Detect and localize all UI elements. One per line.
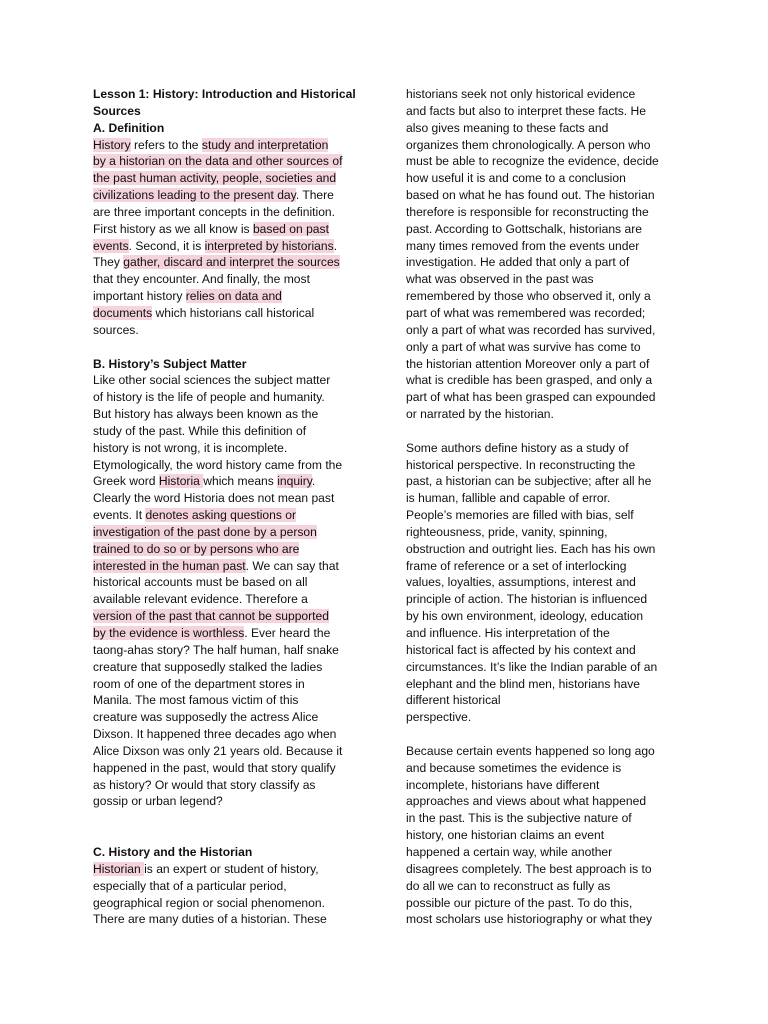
text-segment: also gives meaning to these facts and	[406, 120, 609, 135]
text-line	[406, 339, 684, 356]
text-segment: possible our picture of the past. To do this,	[406, 895, 633, 910]
text-segment: Like other social sciences the subject matter	[93, 373, 331, 388]
text-segment: They	[93, 255, 124, 270]
text-segment: do all we can to reconstruct as fully as	[406, 878, 611, 893]
text-line	[406, 827, 684, 844]
text-segment: many times removed from the events under	[406, 238, 640, 253]
text-segment: investigation. He added that only a part of	[406, 255, 630, 270]
text-segment: disagrees completely. The best approach is to	[406, 861, 652, 876]
text-line	[93, 305, 367, 322]
text-line	[406, 204, 684, 221]
text-segment: obstruction and outright lies. Each has his own	[406, 541, 656, 556]
text-line	[406, 120, 684, 137]
text-line	[406, 625, 684, 642]
text-line	[406, 372, 684, 389]
text-line	[406, 793, 684, 810]
text-line	[93, 288, 367, 305]
text-segment: C. History and the Historian	[93, 844, 253, 859]
text-line	[93, 423, 367, 440]
highlighted-text: gather, discard and interpret the sources	[123, 255, 340, 270]
text-line	[406, 322, 684, 339]
section-heading	[93, 356, 367, 373]
text-line	[406, 878, 684, 895]
text-line	[93, 895, 367, 912]
section-heading	[93, 120, 367, 137]
highlighted-text: version of the past that cannot be supported	[93, 609, 329, 624]
text-line	[406, 659, 684, 676]
text-line	[93, 406, 367, 423]
text-line	[93, 137, 367, 154]
highlighted-text: civilizations leading to the present day	[93, 188, 296, 203]
text-segment: geographical region or social phenomenon.	[93, 895, 325, 910]
text-line	[406, 187, 684, 204]
text-segment: and because sometimes the evidence is	[406, 760, 622, 775]
text-segment: . There	[295, 188, 334, 203]
text-line	[93, 591, 367, 608]
text-segment: or narrated by the historian.	[406, 407, 554, 422]
text-line	[406, 137, 684, 154]
text-line	[406, 288, 684, 305]
text-segment: what was observed in the past was	[406, 272, 594, 287]
text-segment: is an expert or student of history,	[144, 861, 319, 876]
text-line	[93, 709, 367, 726]
text-line	[406, 406, 684, 423]
text-segment: past. According to Gottschalk, historians are	[406, 221, 642, 236]
text-line	[93, 574, 367, 591]
text-segment: based on what he has found out. The historian	[406, 188, 655, 203]
text-segment: events. It	[93, 508, 146, 523]
text-line	[93, 389, 367, 406]
text-segment: and facts but also to interpret these facts. He	[406, 103, 646, 118]
text-segment: creature was supposedly the actress Alice	[93, 710, 319, 725]
text-line	[93, 760, 367, 777]
text-segment: historical fact is affected by his context and	[406, 642, 636, 657]
text-segment: different historical	[406, 693, 501, 708]
text-line	[93, 490, 367, 507]
text-segment: study of the past. While this definition of	[93, 423, 307, 438]
text-segment: as history? Or would that story classify as	[93, 777, 316, 792]
text-line	[93, 187, 367, 204]
text-segment: Because certain events happened so long ago	[406, 743, 655, 758]
section-heading	[93, 86, 367, 103]
text-line	[93, 911, 367, 928]
text-line	[406, 524, 684, 541]
blank-line	[93, 827, 367, 844]
text-segment: Greek word	[93, 474, 159, 489]
highlighted-text: investigation of the past done by a person	[93, 524, 317, 539]
blank-line	[406, 726, 684, 743]
text-line	[406, 861, 684, 878]
highlighted-text: inquiry	[277, 474, 312, 489]
text-segment: approaches and views about what happened	[406, 794, 647, 809]
highlighted-text: Historian	[93, 861, 145, 876]
text-line	[93, 878, 367, 895]
text-segment: refers to the	[130, 137, 202, 152]
text-segment: part of what has been grasped can expounded	[406, 390, 656, 405]
text-segment: . We can say that	[245, 558, 339, 573]
text-line	[406, 389, 684, 406]
text-line	[93, 524, 367, 541]
text-segment: therefore is responsible for reconstructing the	[406, 204, 649, 219]
text-line	[406, 254, 684, 271]
text-segment: frame of reference or a set of interlocking	[406, 558, 627, 573]
text-line	[93, 254, 367, 271]
text-line	[93, 170, 367, 187]
highlighted-text: documents	[93, 305, 153, 320]
blank-line	[93, 339, 367, 356]
text-segment: in the past. This is the subjective nature of	[406, 811, 632, 826]
text-segment: First history as we all know is	[93, 221, 253, 236]
text-line	[93, 440, 367, 457]
blank-line	[93, 810, 367, 827]
text-line	[93, 221, 367, 238]
highlighted-text: by a historian on the data and other sources of	[93, 154, 343, 169]
highlighted-text: the past human activity, people, societies and	[93, 171, 337, 186]
text-line	[93, 861, 367, 878]
text-segment: A. Definition	[93, 120, 165, 135]
text-segment: historians seek not only historical evidence	[406, 87, 636, 101]
text-segment: Etymologically, the word history came from the	[93, 457, 343, 472]
text-line	[406, 86, 684, 103]
section-heading	[93, 103, 367, 120]
text-line	[406, 709, 684, 726]
text-line	[93, 676, 367, 693]
text-segment: the historian attention Moreover only a part of	[406, 356, 650, 371]
text-line	[93, 777, 367, 794]
text-segment: There are many duties of a historian. These	[93, 912, 327, 927]
text-segment: creature that supposedly stalked the ladies	[93, 659, 323, 674]
highlighted-text: relies on data and	[185, 289, 282, 304]
text-segment: and influence. His interpretation of the	[406, 626, 610, 640]
text-segment: Dixson. It happened three decades ago when	[93, 727, 337, 742]
text-line	[93, 238, 367, 255]
text-line	[406, 356, 684, 373]
text-segment: important history	[93, 289, 186, 304]
text-segment: only a part of what was recorded has survived,	[406, 322, 656, 337]
text-line	[406, 895, 684, 912]
text-line	[406, 440, 684, 457]
text-line	[406, 642, 684, 659]
text-segment: remembered by those who observed it, only a	[406, 289, 651, 304]
text-line	[93, 204, 367, 221]
text-line	[406, 473, 684, 490]
text-segment: must be able to recognize the evidence, decide	[406, 154, 659, 169]
text-segment: only a part of what was survive has come to	[406, 339, 641, 354]
highlighted-text: events	[93, 238, 129, 253]
text-line	[406, 153, 684, 170]
text-line	[93, 642, 367, 659]
text-segment: available relevant evidence. Therefore a	[93, 592, 308, 607]
text-line	[406, 777, 684, 794]
text-segment: perspective.	[406, 710, 472, 725]
highlighted-text: denotes asking questions or	[145, 508, 297, 523]
text-segment: are three important concepts in the definition.	[93, 204, 336, 219]
text-segment: elephant and the blind men, historians have	[406, 676, 640, 691]
text-segment: taong-ahas story? The half human, half snake	[93, 642, 339, 657]
text-line	[93, 793, 367, 810]
right-column	[406, 86, 684, 928]
text-line	[406, 911, 684, 928]
text-segment: .	[333, 238, 338, 253]
text-segment: Lesson 1: History: Introduction and Historical	[93, 87, 356, 101]
highlighted-text: History	[93, 137, 131, 152]
text-line	[93, 457, 367, 474]
text-segment: of history is the life of people and humanity.	[93, 390, 325, 405]
highlighted-text: study and interpretation	[201, 137, 329, 152]
text-line	[93, 153, 367, 170]
text-line	[406, 844, 684, 861]
highlighted-text: based on past	[252, 221, 329, 236]
text-line	[406, 608, 684, 625]
text-segment: incomplete, historians have different	[406, 777, 600, 792]
text-segment: circumstances. It’s like the Indian parable of an	[406, 659, 658, 674]
text-line	[406, 692, 684, 709]
text-segment: . Ever heard the	[244, 626, 331, 640]
text-line	[93, 507, 367, 524]
text-segment: B. History’s Subject Matter	[93, 356, 247, 371]
text-segment: which historians call historical	[152, 305, 315, 320]
text-line	[406, 490, 684, 507]
text-segment: most scholars use historiography or what they	[406, 912, 653, 927]
text-segment: what is credible has been grasped, and only a	[406, 373, 653, 388]
text-segment: which means	[203, 474, 278, 489]
text-line	[406, 305, 684, 322]
text-segment: by his own environment, ideology, education	[406, 609, 644, 624]
text-line	[406, 810, 684, 827]
text-line	[93, 659, 367, 676]
text-line	[93, 726, 367, 743]
text-segment: historical perspective. In reconstructing the	[406, 457, 636, 472]
text-line	[406, 170, 684, 187]
text-segment: happened in the past, would that story qualify	[93, 760, 336, 775]
text-segment: Sources	[93, 103, 141, 118]
text-segment: how useful it is and come to a conclusion	[406, 171, 626, 186]
text-line	[406, 760, 684, 777]
text-segment: happened a certain way, while another	[406, 844, 613, 859]
text-segment: Alice Dixson was only 21 years old. Because it	[93, 743, 343, 758]
text-line	[406, 271, 684, 288]
text-segment: history is not wrong, it is incomplete.	[93, 440, 288, 455]
text-line	[406, 558, 684, 575]
text-line	[93, 322, 367, 339]
highlighted-text: Historia	[158, 474, 204, 489]
text-line	[93, 743, 367, 760]
text-line	[93, 271, 367, 288]
section-heading	[93, 844, 367, 861]
text-segment: part of what was remembered was recorded;	[406, 305, 646, 320]
blank-line	[406, 423, 684, 440]
text-line	[93, 608, 367, 625]
text-segment: room of one of the department stores in	[93, 676, 305, 691]
text-segment: past, a historian can be subjective; after all he	[406, 474, 652, 489]
text-segment: organizes them chronologically. A person who	[406, 137, 651, 152]
text-line	[406, 507, 684, 524]
text-line	[406, 591, 684, 608]
text-segment: Clearly the word Historia does not mean past	[93, 491, 335, 506]
text-segment: But history has always been known as the	[93, 407, 319, 422]
text-line	[406, 103, 684, 120]
text-line	[406, 574, 684, 591]
highlighted-text: interested in the human past	[93, 558, 246, 573]
left-column	[93, 86, 367, 928]
text-segment: historical accounts must be based on all	[93, 575, 308, 590]
text-segment: especially that of a particular period,	[93, 878, 287, 893]
highlighted-text: interpreted by historians	[204, 238, 334, 253]
text-line	[93, 558, 367, 575]
highlighted-text: trained to do so or by persons who are	[93, 541, 300, 556]
text-line	[406, 676, 684, 693]
text-segment: that they encounter. And finally, the most	[93, 272, 310, 287]
text-line	[93, 692, 367, 709]
text-segment: sources.	[93, 322, 139, 337]
text-segment: history, one historian claims an event	[406, 828, 605, 843]
text-segment: is human, fallible and capable of error.	[406, 491, 611, 506]
text-line	[406, 457, 684, 474]
text-segment: gossip or urban legend?	[93, 794, 223, 809]
text-line	[93, 541, 367, 558]
text-line	[406, 221, 684, 238]
text-segment: values, loyalties, assumptions, interest and	[406, 575, 636, 590]
text-line	[93, 473, 367, 490]
text-line	[93, 372, 367, 389]
text-segment: Some authors define history as a study of	[406, 440, 629, 455]
text-segment: Manila. The most famous victim of this	[93, 693, 299, 708]
text-segment: righteousness, pride, vanity, spinning,	[406, 524, 608, 539]
highlighted-text: by the evidence is worthless	[93, 626, 245, 640]
text-segment: principle of action. The historian is influenced	[406, 592, 648, 607]
text-line	[406, 541, 684, 558]
text-line	[93, 625, 367, 642]
text-line	[406, 238, 684, 255]
text-segment: People’s memories are filled with bias, self	[406, 508, 634, 523]
text-segment: . Second, it is	[128, 238, 205, 253]
text-line	[406, 743, 684, 760]
text-segment: .	[311, 474, 316, 489]
